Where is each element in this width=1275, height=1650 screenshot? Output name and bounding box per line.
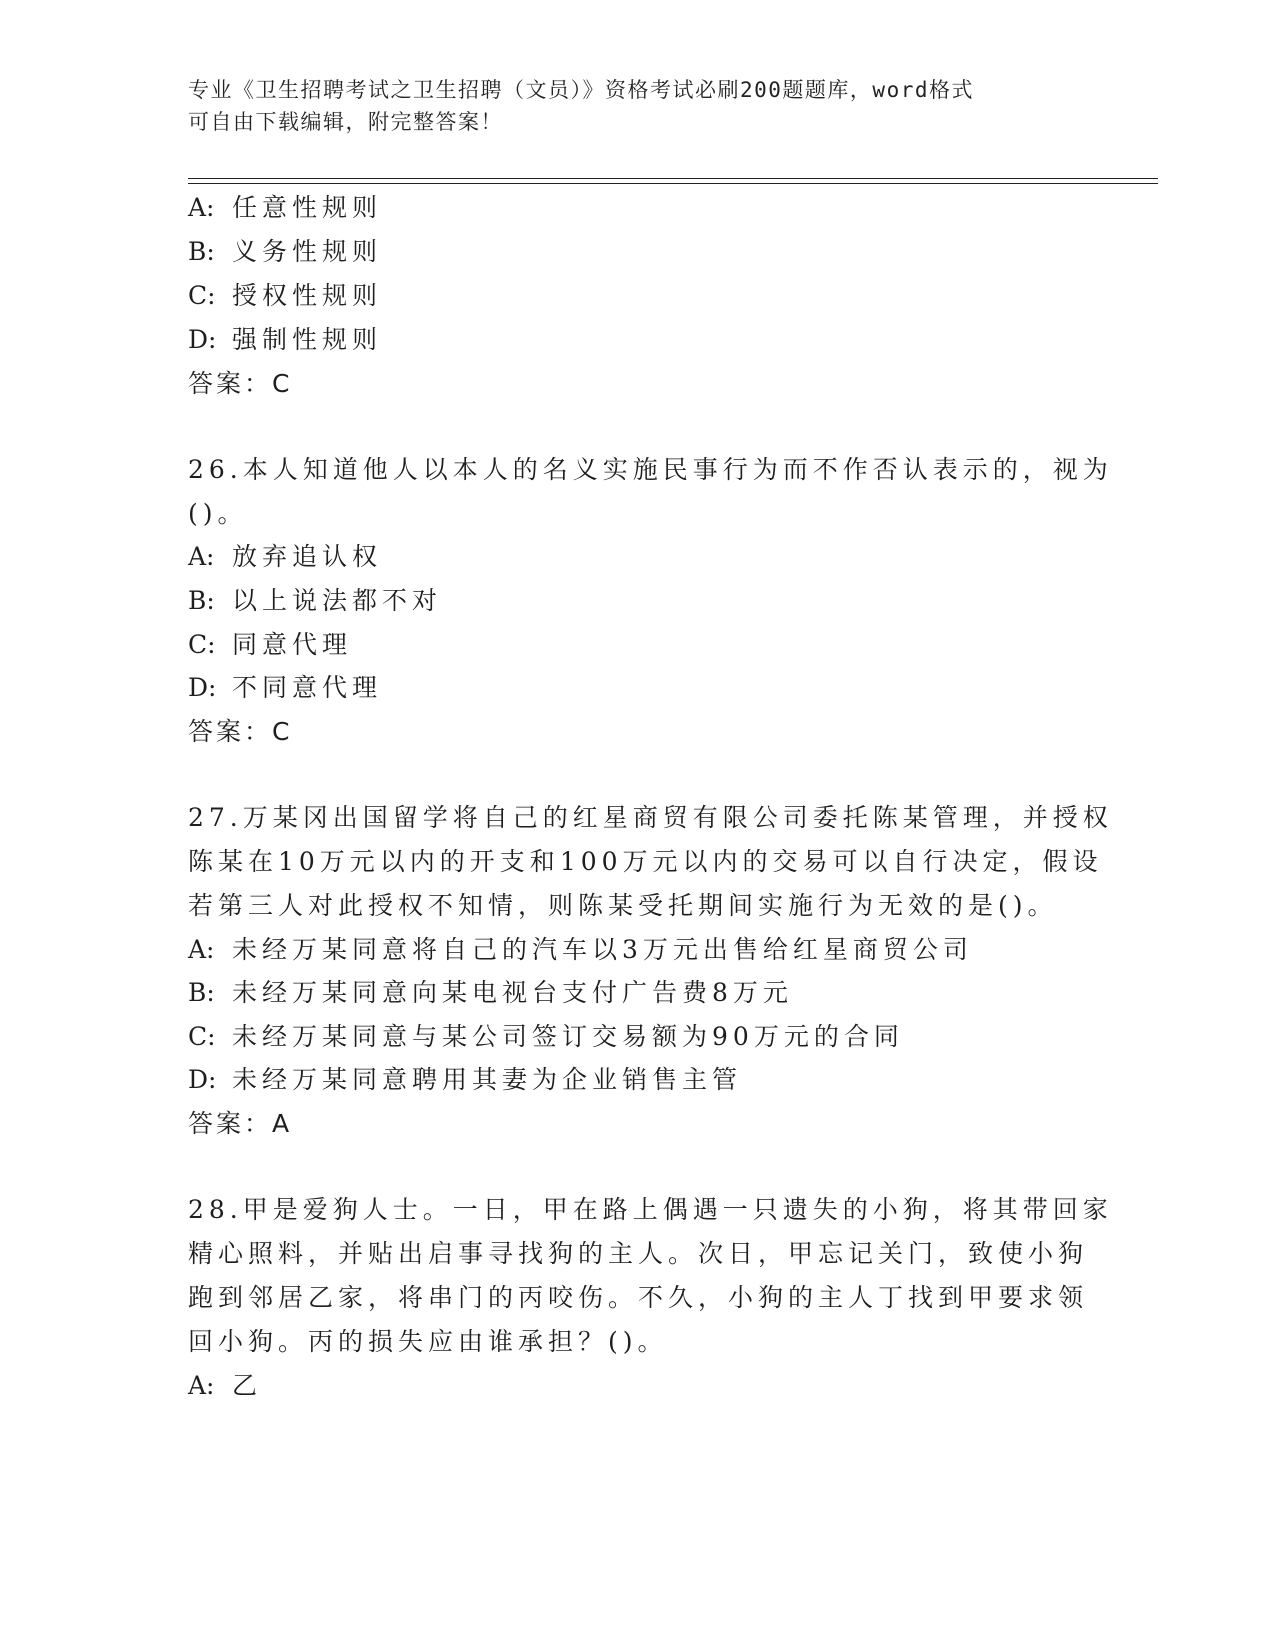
q25-option-b: B: 义务性规则 [188, 237, 383, 266]
q28-option-a: A: 乙 [188, 1371, 263, 1400]
q28-stem-line-2: 精心照料，并贴出启事寻找狗的主人。次日，甲忘记关门，致使小狗 [188, 1239, 1089, 1268]
q26-option-c: C: 同意代理 [188, 630, 353, 659]
header-line-2: 可自由下载编辑，附完整答案！ [188, 110, 503, 134]
header-rule-top [188, 178, 1158, 179]
q27-stem-line-3: 若第三人对此授权不知情，则陈某受托期间实施行为无效的是()。 [188, 891, 1058, 920]
header-rule-bottom [188, 183, 1158, 184]
q26-option-b: B: 以上说法都不对 [188, 586, 443, 615]
q26-stem-line-1: 26.本人知道他人以本人的名义实施民事行为而不作否认表示的，视为 [188, 455, 1113, 484]
header-line-1: 专业《卫生招聘考试之卫生招聘（文员）》资格考试必刷200题题库，word格式 [188, 78, 974, 102]
q28-stem-line-1: 28.甲是爱狗人士。一日，甲在路上偶遇一只遗失的小狗，将其带回家 [188, 1195, 1113, 1224]
q27-option-d: D: 未经万某同意聘用其妻为企业销售主管 [188, 1065, 743, 1094]
q26-option-a: A: 放弃追认权 [188, 542, 383, 571]
q27-option-c: C: 未经万某同意与某公司签订交易额为90万元的合同 [188, 1022, 904, 1051]
q27-stem-line-1: 27.万某冈出国留学将自己的红星商贸有限公司委托陈某管理，并授权 [188, 803, 1113, 832]
q27-stem-line-2: 陈某在10万元以内的开支和100万元以内的交易可以自行决定，假设 [188, 847, 1103, 876]
q28-stem-line-4: 回小狗。丙的损失应由谁承担？()。 [188, 1327, 668, 1356]
q25-answer: 答案：C [188, 369, 293, 398]
q27-option-a: A: 未经万某同意将自己的汽车以3万元出售给红星商贸公司 [188, 935, 973, 964]
q27-option-b: B: 未经万某同意向某电视台支付广告费8万元 [188, 978, 793, 1007]
q27-answer: 答案：A [188, 1109, 293, 1138]
q25-option-c: C: 授权性规则 [188, 281, 383, 310]
q28-stem-line-3: 跑到邻居乙家，将串门的丙咬伤。不久，小狗的主人丁找到甲要求领 [188, 1283, 1089, 1312]
q26-stem-line-2: ()。 [188, 499, 248, 528]
q26-answer: 答案：C [188, 717, 293, 746]
q26-option-d: D: 不同意代理 [188, 673, 383, 702]
document-header [188, 74, 1068, 138]
q25-option-d: D: 强制性规则 [188, 325, 383, 354]
q25-option-a: A: 任意性规则 [188, 193, 383, 222]
